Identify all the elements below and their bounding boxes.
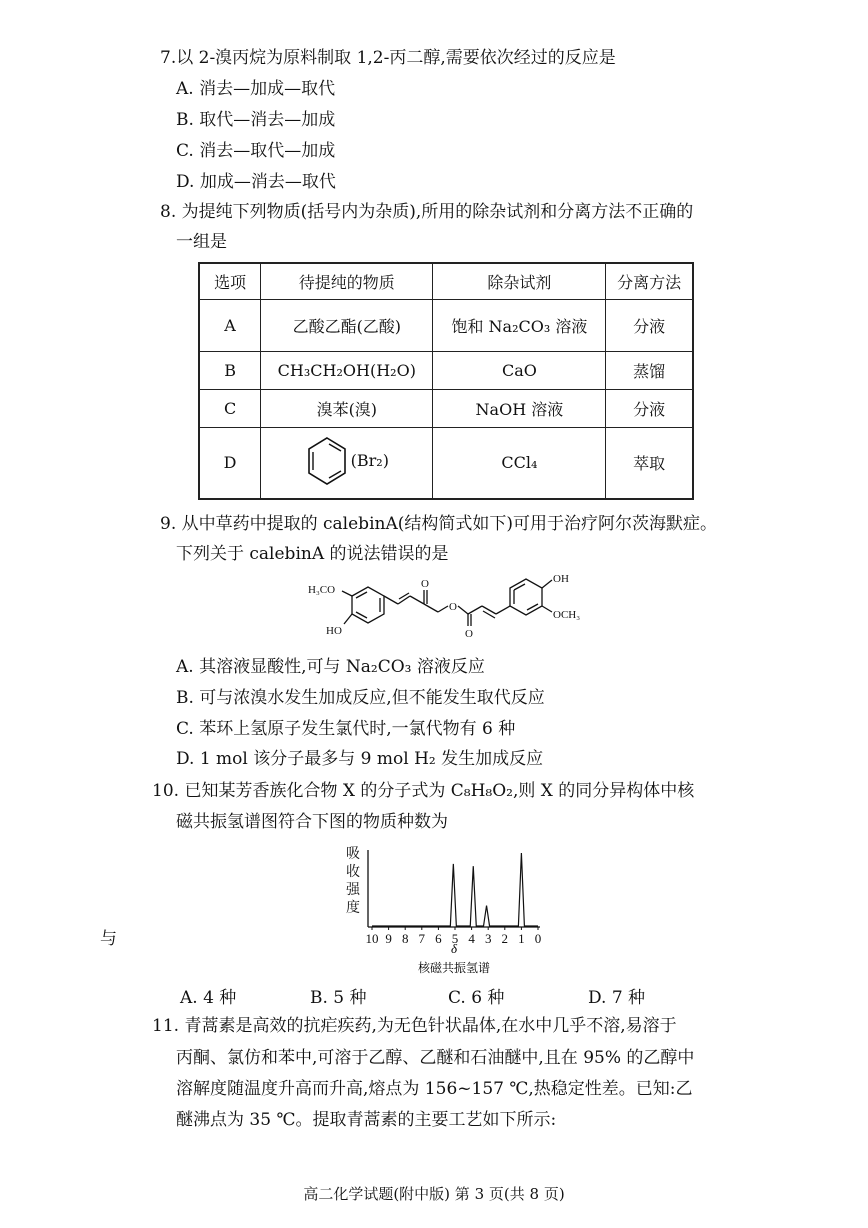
label-o-carbonyl: O (465, 628, 473, 640)
table-cell-reagent: NaOH 溶液 (433, 389, 606, 427)
calebin-a-structure (300, 568, 600, 652)
label-och3-right: OCH₃ (553, 609, 581, 621)
label-o-bridge: O (449, 601, 457, 613)
q9-option-a: A. 其溶液显酸性,可与 Na₂CO₃ 溶液反应 (176, 657, 485, 677)
q8-stem-line2: 一组是 (176, 232, 227, 252)
table-cell-substance: CH₃CH₂OH(H₂O) (261, 351, 433, 389)
nmr-spectrum-chart (342, 840, 552, 980)
q9-stem-line2: 下列关于 calebinA 的说法错误的是 (176, 544, 449, 564)
table-header-row (199, 263, 693, 299)
nmr-y-label-char: 收 (346, 865, 360, 880)
nmr-caption: 核磁共振氢谱 (417, 961, 491, 975)
table-row (199, 389, 693, 427)
q10-stem-line1: 10. 已知某芳香族化合物 X 的分子式为 C₈H₈O₂,则 X 的同分异构体中核 (152, 781, 695, 801)
q7-stem: 7.以 2-溴丙烷为原料制取 1,2-丙二醇,需要依次经过的反应是 (160, 48, 616, 68)
q8-stem-line1: 8. 为提纯下列物质(括号内为杂质),所用的除杂试剂和分离方法不正确的 (160, 202, 694, 222)
nmr-x-tick-label: 4 (468, 931, 475, 946)
q11-line3: 溶解度随温度升高而升高,熔点为 156~157 ℃,热稳定性差。已知:乙 (176, 1079, 693, 1099)
table-cell-substance: 乙酸乙酯(乙酸) (261, 299, 433, 351)
nmr-x-tick-label: 5 (451, 931, 459, 946)
q9-stem-line1: 9. 从中草药中提取的 calebinA(结构简式如下)可用于治疗阿尔茨海默症。 (160, 514, 717, 534)
q9-option-d: D. 1 mol 该分子最多与 9 mol H₂ 发生加成反应 (176, 749, 544, 769)
nmr-y-label-char: 吸 (346, 847, 360, 862)
table-cell-method: 分液 (606, 299, 693, 351)
table-row (199, 299, 693, 351)
nmr-x-label: δ (450, 941, 458, 956)
table-cell-reagent: 饱和 Na₂CO₃ 溶液 (433, 299, 606, 351)
q7-option-a: A. 消去—加成—取代 (176, 79, 336, 99)
q9-option-b: B. 可与浓溴水发生加成反应,但不能发生取代反应 (176, 688, 545, 708)
nmr-x-tick-label: 6 (435, 931, 442, 946)
q9-option-c: C. 苯环上氢原子发生氯代时,一氯代物有 6 种 (176, 719, 516, 739)
purification-table (198, 262, 694, 500)
table-header: 待提纯的物质 (261, 263, 433, 299)
table-cell-method: 蒸馏 (606, 351, 693, 389)
table-cell-reagent: CaO (433, 351, 606, 389)
table-cell-option: B (199, 351, 261, 389)
nmr-y-label-char: 强 (346, 883, 360, 898)
table-header: 除杂试剂 (433, 263, 606, 299)
table-row (199, 427, 693, 499)
table-cell-substance: 溴苯(溴) (261, 389, 433, 427)
nmr-x-tick-label: 0 (534, 931, 542, 946)
q7-option-c: C. 消去—取代—加成 (176, 141, 336, 161)
nmr-y-label-char: 度 (346, 901, 360, 916)
label-ho-left: HO (326, 625, 342, 637)
table-row (199, 351, 693, 389)
table-cell-option: A (199, 299, 261, 351)
q11-line1: 11. 青蒿素是高效的抗疟疾药,为无色针状晶体,在水中几乎不溶,易溶于 (152, 1016, 677, 1036)
q10-option-d: D. 7 种 (588, 988, 646, 1008)
table-header: 分离方法 (606, 263, 693, 299)
label-o-ketone: O (421, 578, 429, 590)
table-cell-reagent: CCl₄ (433, 427, 606, 499)
q10-option-a: A. 4 种 (180, 988, 237, 1008)
table-cell-substance (261, 427, 433, 499)
nmr-x-tick-label: 10 (365, 931, 379, 946)
q11-line2: 丙酮、氯仿和苯中,可溶于乙醇、乙醚和石油醚中,且在 95% 的乙醇中 (176, 1048, 695, 1068)
q7-option-d: D. 加成—消去—取代 (176, 172, 336, 192)
q11-line4: 醚沸点为 35 ℃。提取青蒿素的主要工艺如下所示: (176, 1110, 557, 1130)
label-h3co: H₃CO (308, 584, 336, 596)
table-cell-method: 分液 (606, 389, 693, 427)
nmr-x-tick-label: 9 (385, 931, 392, 946)
nmr-x-tick-label: 2 (501, 931, 509, 946)
nmr-x-tick-label: 3 (484, 931, 492, 946)
table-cell-method: 萃取 (606, 427, 693, 499)
q10-stem-line2: 磁共振氢谱图符合下图的物质种数为 (176, 812, 448, 832)
q7-option-b: B. 取代—消去—加成 (176, 110, 336, 130)
table-cell-option: C (199, 389, 261, 427)
page-footer: 高二化学试题(附中版) 第 3 页(共 8 页) (303, 1185, 565, 1203)
benzene-ring-icon (305, 435, 349, 487)
nmr-x-tick-label: 8 (401, 931, 409, 946)
margin-mark: 与 (100, 929, 117, 949)
table-cell-option: D (199, 427, 261, 499)
benzene-impurity-label: (Br₂) (350, 451, 389, 471)
nmr-x-tick-label: 7 (418, 931, 426, 946)
label-oh-right: OH (553, 573, 569, 585)
nmr-spectrum-trace (372, 853, 538, 926)
nmr-x-tick-label: 1 (518, 931, 525, 946)
table-header: 选项 (199, 263, 261, 299)
q10-option-c: C. 6 种 (448, 988, 505, 1008)
q10-option-b: B. 5 种 (310, 988, 367, 1008)
